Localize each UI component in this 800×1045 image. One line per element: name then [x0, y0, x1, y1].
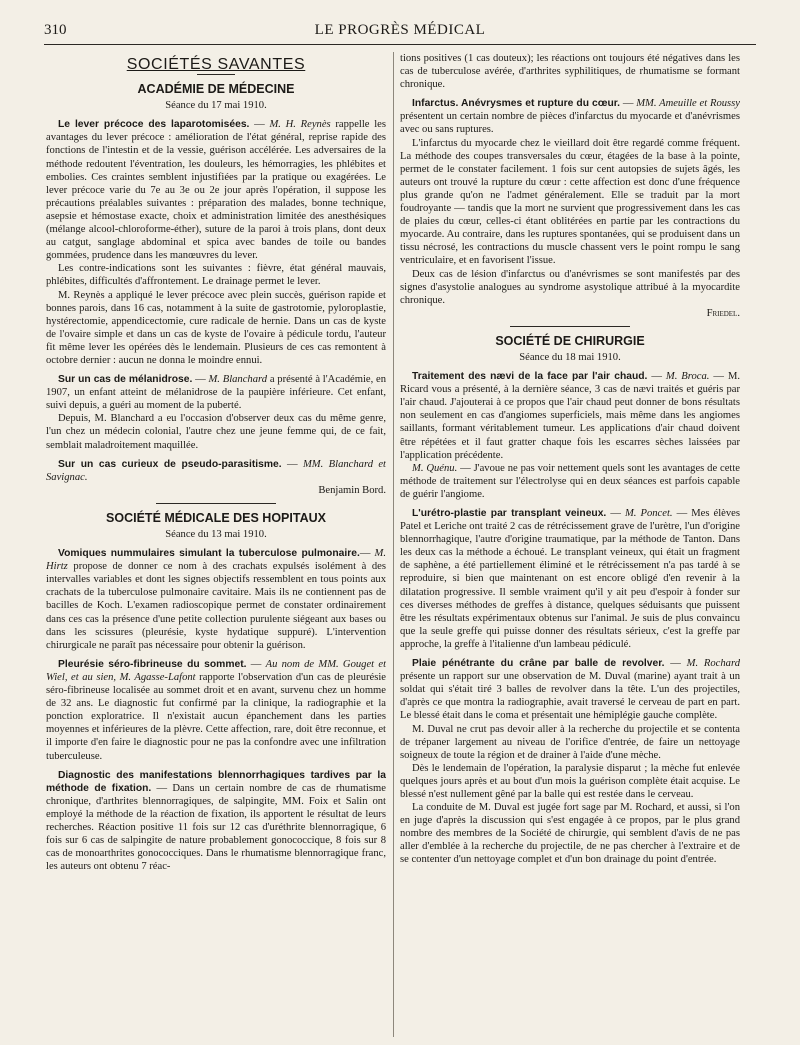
- article-title: L'urétro-plastie par transplant veineux.: [412, 508, 607, 519]
- article-paragraph: Les contre-indications sont les suivantes : fièvre, état général mauvais, phlébites, difficultés d'affrontement. Le drainage permet le lever.: [46, 263, 386, 288]
- article-author: M. H. Reynès: [269, 119, 331, 131]
- article-naevi: Traitement des nævi de la face par l'air chaud. — M. Broca. — M. Ricard vous a présenté, à la dernière séance, 3 cas de nævi traités et guéris par l'air chaud. J'ajouterai à ce propos que l'air chaud peut donner de bons résultats non seulement en cas d'angiomes superficiels, mais même dans les angiomes saillants, formant véritablement tumeur. Les applications d'air chaud doivent être répétées et il faut gratter chaque fois les escarres sèches laissées par l'application précédente.: [400, 371, 740, 461]
- article-paragraph: Dès le lendemain de l'opération, la paralysie disparut ; la mèche fut enlevée quelques jours après et au bout d'un mois la guérison complète était acquise. Le blessé n'est nullement gêné par la balle qui est restée dans le cerveau.: [400, 762, 740, 800]
- article-title: Pleurésie séro-fibrineuse du sommet.: [58, 658, 247, 670]
- article-text: présente un rapport sur une observation de M. Duval (marine) ayant trait à un soldat qui s'était tiré 3 balles de revolver dans la tête. L'un des projectiles, d'après ce que montra la radiographie, avait traversé le cerveau de part en part. Le blessé était dans le coma et présentait une hémiplégie gauche complète.: [400, 671, 740, 722]
- article-author: M. Blanchard: [208, 374, 268, 386]
- journal-title: LE PROGRÈS MÉDICAL: [314, 22, 486, 38]
- continued-text: tions positives (1 cas douteux); les réactions ont toujours été négatives dans les cas de tuberculose avérée, d'arthrites syphilitiques, de rhumatisme se formant chronique.: [400, 53, 740, 91]
- article-pseudo-parasitisme: Sur un cas curieux de pseudo-parasitisme. — MM. Blanchard et Savignac.: [46, 458, 386, 483]
- article-text: J'avoue ne pas voir nettement quels sont les avantages de cette méthode de traitement sur l'électrolyse qui en deux séances est parfois capable de guérir l'angiome.: [400, 462, 740, 500]
- article-title: Sur un cas de mélanidrose.: [58, 374, 193, 386]
- title-rule: [197, 74, 235, 75]
- article-author: MM. Blanchard et Savignac.: [46, 458, 386, 483]
- article-title: Infarctus. Anévrysmes et rupture du cœur.: [412, 98, 621, 110]
- section-rule: [156, 503, 276, 504]
- article-paragraph: La conduite de M. Duval est jugée fort sage par M. Rochard, et aussi, si l'on en juge d'après la discussion qui s'est engagée à ce propos, par le plus grand nombre des membres de la Société de chirurgie, qui semblent d'avis de ne pas aller d'emblée à la recherche du projectile, de ne pas chercher à l'extraire et de se contenter d'un nettoyage complet et d'un bon drainage du point d'entrée.: [400, 802, 740, 866]
- article-author: Au nom de MM. Gouget et Wiel, et au sien, M. Agasse-Lafont: [46, 658, 386, 683]
- article-text: rapporte l'observation d'un cas de pleurésie séro-fibrineuse localisée au sommet droit et en avant, survenu chez un homme de 32 ans. Le diagnostic fut confirmé par la clinique, la radiographie et la ponction exploratrice. Il n'existait aucun épanchement dans les parties moyennes et inférieures de la plèvre. Cette affection, rare, doit être reconnue, et il importe d'en faire le diagnostic pour ne pas la confondre avec une infiltration tuberculeuse.: [46, 671, 386, 762]
- article-paragraph: M. Duval ne crut pas devoir aller à la recherche du projectile et se contenta de trépaner largement au niveau de l'orifice d'entrée, de faire un nettoyage soigneux de toute la région et de drainer à l'aide d'une mèche.: [400, 723, 740, 761]
- article-paragraph: Depuis, M. Blanchard a eu l'occasion d'observer deux cas du même genre, l'un chez un médecin colonial, l'autre chez une jeune femme qui, de ce fait, semblait maladroitement maquillée.: [46, 413, 386, 451]
- article-author: M. Broca.: [665, 371, 710, 383]
- article-melanidrose: Sur un cas de mélanidrose. — M. Blanchard a présenté à l'Académie, en 1907, un enfant atteint de mélanidrose de la paupière inférieure. Cet enfant, suivi depuis, a guéri au moment de la puberté.: [46, 374, 386, 412]
- article-paragraph: L'infarctus du myocarde chez le vieillard doit être regardé comme fréquent. La méthode des coupes transversales du cœur, étagées de la base à la pointe, permet de le constater facilement. 1 fois sur cent autopsies de sujets âgés, les auteurs ont trouvé la rupture du cœur : cette affection est donc d'une fréquence plus grande qu'on ne l'admet généralement. Elle se traduit par la mort foudroyante — tandis que la mort ne survient que progressivement dans les cas de plaies du cœur, celles-ci étant oblitérées en partie par les contractions du myocarde. Au contraire, dans les ruptures spontanées, qui se produisent dans un tissu nécrosé, les contractions du muscle chassent vers le point rompu le sang ventriculaire, et en favorisent l'issue.: [400, 137, 740, 267]
- running-header: [44, 22, 756, 45]
- article-vomiques: Vomiques nummulaires simulant la tuberculose pulmonaire.— M. Hirtz propose de donner ce nom à des crachats expulsés isolément à des intervalles variables et dont les signes objectifs ressemblent en tous points aux crachats de la tuberculose pulmonaire cavitaire. Mais ils ne contiennent pas de bacilles de Koch. L'examen radioscopique permet de constater ordinairement dans ces cas la présence d'une petite collection purulente siégeant aux bases ou dans les scissures (pleurésie, kyste hydatique suppuré). L'intervention chirurgicale ne paraît pas nécessaire pour obtenir la guérison.: [46, 548, 386, 651]
- article-uretroplastie: L'urétro-plastie par transplant veineux. — M. Poncet. — Mes élèves Patel et Leriche ont traité 2 cas de rétrécissement grave de l'urètre, l'un d'origine blennorrhagique, l'autre d'origine traumatique, par la méthode de Tanton. Dans les deux cas la méthode a échoué. Le transplant veineux, qui était un fragment de saphène, a été partiellement éliminé et le rétrécissement n'a pas tardé à se reproduire, si bien que maintenant on est encore obligé d'en revenir à la dilatation progressive. Il semble vraiment qu'il y ait peu d'espoir à fonder sur ces diverses méthodes de greffes à distance, quelques séduisants que puissent être les résultats expérimentaux obtenus sur l'animal. Je suis de plus convaincu que la seule greffe qui puisse donner des résultats sérieux, c'est la greffe par approche, la greffe à l'italienne d'un lambeau pédiculé.: [400, 508, 740, 650]
- section-title: SOCIÉTÉS SAVANTES: [126, 56, 306, 73]
- article-title: Traitement des nævi de la face par l'air chaud.: [412, 371, 648, 383]
- article-pleuresie: Pleurésie séro-fibrineuse du sommet. — Au nom de MM. Gouget et Wiel, et au sien, M. Agasse-Lafont rapporte l'observation d'un cas de pleurésie séro-fibrineuse localisée au sommet droit et en avant, survenu chez un homme de 32 ans. Le diagnostic fut confirmé par la clinique, la radiographie et la ponction exploratrice. Il n'existait aucun épanchement dans les parties moyennes et inférieures de la plèvre. Cette affection, rare, doit être reconnue, et il importe d'en faire le diagnostic pour ne pas la confondre avec une infiltration tuberculeuse.: [46, 658, 386, 762]
- article-infarctus: Infarctus. Anévrysmes et rupture du cœur. — MM. Ameuille et Roussy présentent un certain nombre de pièces d'infarctus du myocarde et d'anévrismes avec ou sans ruptures.: [400, 98, 740, 136]
- article-author: M. Hirtz: [46, 548, 386, 573]
- column-divider: [393, 52, 394, 1037]
- article-text: M. Ricard vous a présenté, à la dernière séance, 3 cas de nævi traités et guéris par l'air chaud. J'ajouterai à ce propos que l'air chaud peut donner de bons résultats non seulement en cas d'angiomes superficiels, mais même dans les angiomes saillants, formant véritablement tumeur. Les applications d'air chaud doivent être répétées et il faut gratter chaque fois les escarres sèches laissées par l'application précédente.: [400, 371, 740, 461]
- article-author: M. Quénu.: [412, 462, 458, 474]
- article-text: rappelle les avantages du lever précoce : amélioration de l'état général, reprise rapide des fonctions de l'intestin et de la vessie, guérison accélérée. Les adversaires de la méthode redoutent l'éventration, les douleurs, les hémorragies, les phlébites et embolies. Ces craintes semblent injustifiées par la pratique ou exagérées. Le lever précoce varie du 7e au 3e ou 2e jour après l'opération, il suppose les précautions préalables suivantes : préparation des malades, bonne technique, asepsie et hémostase exacte, choix et administration limitée des anesthésiques (mélange alcool-chloroforme-éther), suture de la paroi à trois plans, dont deux au catgut, sanglage abdominal et spica avec bandes de toile ou bandes gommées, prudence dans les manœuvres du lever.: [46, 119, 386, 262]
- article-paragraph: M. Reynès a appliqué le lever précoce avec plein succès, guérison rapide et bonnes parois, dans 16 cas, notamment à la suite de gastrotomie, pyloroplastie, hystérectomie, appendicectomie, cure radicale de hernie. Dans un cas de kyste de l'ovaire simple et dans un cas de kyste de l'ovaire à pédicule tordu, l'auteur fit même lever les opérées dès le lendemain. Plusieurs de ces cas remontent à octobre dernier : aucun ne donna le moindre ennui.: [46, 289, 386, 366]
- article-blennorrhagiques: Diagnostic des manifestations blennorrhagiques tardives par la méthode de fixation. — Dans un certain nombre de cas de rhumatisme chronique, d'arthrites blennorragiques, de salpingite, MM. Foix et Salin ont employé la méthode de la réaction de fixation, ils apportent le résultat de leurs recherches. Réaction positive 11 fois sur 12 cas d'uréthrite blennorragique, 6 fois sur 6 cas de salpingite de nature probablement gonococcique, 8 fois sur 8 cas de monoarthrites gonococciques. Dans le rhumatisme blennorragique franc, les auteurs ont obtenu 7 réac-: [46, 769, 386, 873]
- section-rule: [510, 326, 630, 327]
- article-text: Dans un certain nombre de cas de rhumatisme chronique, d'arthrites blennorragiques, de salpingite, MM. Foix et Salin ont employé la méthode de la réaction de fixation, ils apportent le résultat de leurs recherches. Réaction positive 11 fois sur 12 cas d'uréthrite blennorragique, 6 fois sur 6 cas de salpingite de nature probablement gonococcique, 8 fois sur 8 cas de monoarthrites gonococciques. Dans le rhumatisme blennorragique franc, les auteurs ont obtenu 7 réac-: [46, 782, 386, 873]
- article-text: Mes élèves Patel et Leriche ont traité 2 cas de rétrécissement grave de l'urètre, l'un d'origine blennorrhagique, l'autre d'origine traumatique, par la méthode de Tanton. Dans les deux cas la méthode a échoué. Le transplant veineux, qui était un fragment de saphène, a été partiellement éliminé et le rétrécissement n'a pas tardé à se reproduire, si bien que maintenant on est encore obligé d'en revenir à la dilatation progressive. Il semble vraiment qu'il y ait peu d'espoir à fonder sur ces diverses méthodes de greffes à distance, quelques séduisants que puissent être les résultats expérimentaux obtenus sur l'animal. Je suis de plus convaincu que la seule greffe qui puisse donner des résultats sérieux, c'est la greffe par approche, la greffe à l'italienne d'un lambeau pédiculé.: [400, 508, 740, 650]
- academie-sitting-date: Séance du 17 mai 1910.: [165, 100, 267, 112]
- article-author: M. Rochard: [686, 658, 740, 670]
- article-title: Le lever précoce des laparotomisées.: [58, 119, 250, 131]
- article-text: propose de donner ce nom à des crachats expulsés isolément à des intervalles variables et dont les signes objectifs ressemblent en tous points aux crachats de la tuberculose pulmonaire cavitaire. Mais ils ne contiennent pas de bacilles de Koch. L'examen radioscopique permet de constater ordinairement dans ces cas la présence d'une petite collection purulente siégeant aux bases ou dans les scissures (pleurésie, kyste hydatique suppuré). L'intervention chirurgicale ne paraît pas nécessaire pour obtenir la guérison.: [46, 561, 386, 651]
- signature: Benjamin Bord.: [318, 484, 386, 496]
- article-text: a présenté à l'Académie, en 1907, un enfant atteint de mélanidrose de la paupière inférieure. Cet enfant, suivi depuis, a guéri au moment de la puberté.: [46, 374, 386, 412]
- article-paragraph: M. Quénu. — J'avoue ne pas voir nettement quels sont les avantages de cette méthode de traitement sur l'électrolyse qui en deux séances est parfois capable de guérir l'angiome.: [400, 462, 740, 500]
- chirurgie-title: SOCIÉTÉ DE CHIRURGIE: [495, 333, 645, 348]
- article-plaie-crane: Plaie pénétrante du crâne par balle de revolver. — M. Rochard présente un rapport sur une observation de M. Duval (marine) ayant trait à un soldat qui s'était tiré 3 balles de revolver dans la tête. L'un des projectiles, d'après ce que montra la radiographie, avait traversé le cerveau de part en part. Le blessé était dans le coma et présentait une hémiplégie gauche complète.: [400, 658, 740, 722]
- article-title: Plaie pénétrante du crâne par balle de revolver.: [412, 658, 665, 670]
- article-title: Sur un cas curieux de pseudo-parasitisme.: [58, 458, 282, 470]
- chirurgie-sitting-date: Séance du 18 mai 1910.: [519, 351, 621, 363]
- hopitaux-title: SOCIÉTÉ MÉDICALE DES HOPITAUX: [106, 510, 326, 525]
- article-author: M. Poncet.: [624, 508, 673, 519]
- article-reynes: Le lever précoce des laparotomisées. — M. H. Reynès rappelle les avantages du lever précoce : amélioration de l'état général, reprise rapide des fonctions de l'intestin et de la vessie, guérison accélérée. Les adversaires de la méthode redoutent l'éventration, les douleurs, les hémorragies, les phlébites et embolies. Ces craintes semblent injustifiées par la pratique ou exagérées. Le lever précoce varie du 7e au 3e ou 2e jour après l'opération, il suppose les précautions préalables suivantes : préparation des malades, bonne technique, asepsie et hémostase exacte, choix et administration limitée des anesthésiques (mélange alcool-chloroforme-éther), suture de la paroi à trois plans, dont deux au catgut, sanglage abdominal et spica avec bandes de toile ou bandes gommées, prudence dans les manœuvres du lever.: [46, 119, 386, 262]
- left-column: [46, 52, 386, 1037]
- article-text: présentent un certain nombre de pièces d'infarctus du myocarde et d'anévrismes avec ou sans ruptures.: [400, 111, 740, 136]
- article-author: MM. Ameuille et Roussy: [636, 98, 740, 110]
- hopitaux-sitting-date: Séance du 13 mai 1910.: [165, 529, 267, 540]
- article-title: Diagnostic des manifestations blennorrhagiques tardives par la méthode de fixation.: [46, 769, 386, 794]
- signature: Friedel.: [706, 307, 740, 319]
- right-column: [400, 52, 740, 1037]
- academie-title: ACADÉMIE DE MÉDECINE: [137, 82, 295, 97]
- article-title: Vomiques nummulaires simulant la tuberculose pulmonaire.: [58, 548, 360, 560]
- page-number: 310: [44, 22, 67, 38]
- article-paragraph: Deux cas de lésion d'infarctus ou d'anévrismes se sont manifestés par des signes d'asystolie analogues au syndrome asystolique attribué à la myocardite chronique.: [400, 268, 740, 306]
